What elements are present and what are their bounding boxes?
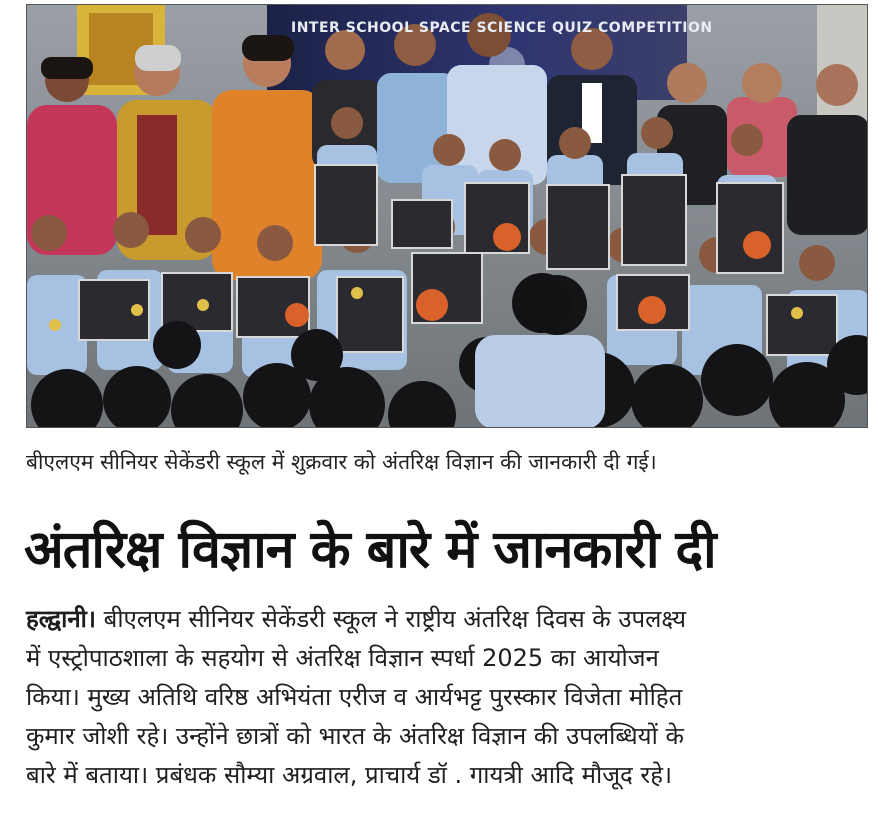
article-line-3: किया। मुख्य अतिथि वरिष्ठ अभियंता एरीज व आर्यभट्ट पुरस्कार विजेता मोहित — [26, 683, 683, 711]
article-line-2: में एस्ट्रोपाठशाला के सहयोग से अंतरिक्ष विज्ञान स्पर्धा 2025 का आयोजन — [26, 644, 659, 672]
dateline: हल्द्वानी। — [26, 605, 96, 633]
article-line-4: कुमार जोशी रहे। उन्होंने छात्रों को भारत के अंतरिक्ष विज्ञान की उपलब्धियों के — [26, 722, 684, 750]
article-line-1: हल्द्वानी। बीएलएम सीनियर सेकेंडरी स्कूल ने राष्ट्रीय अंतरिक्ष दिवस के उपलक्ष्य — [26, 605, 687, 633]
group-photo-illustration — [27, 5, 868, 428]
headline: अंतरिक्ष विज्ञान के बारे में जानकारी दी — [24, 520, 716, 580]
article-line-5: बारे में बताया। प्रबंधक सौम्या अग्रवाल, प्राचार्य डॉ . गायत्री आदि मौजूद रहे। — [26, 761, 673, 789]
article-body — [26, 600, 874, 795]
banner-text: INTER SCHOOL SPACE SCIENCE QUIZ COMPETITION — [291, 20, 713, 36]
photo-caption: बीएलएम सीनियर सेकेंडरी स्कूल में शुक्रवार को अंतरिक्ष विज्ञान की जानकारी दी गई। — [26, 450, 657, 474]
news-photo — [26, 4, 868, 428]
